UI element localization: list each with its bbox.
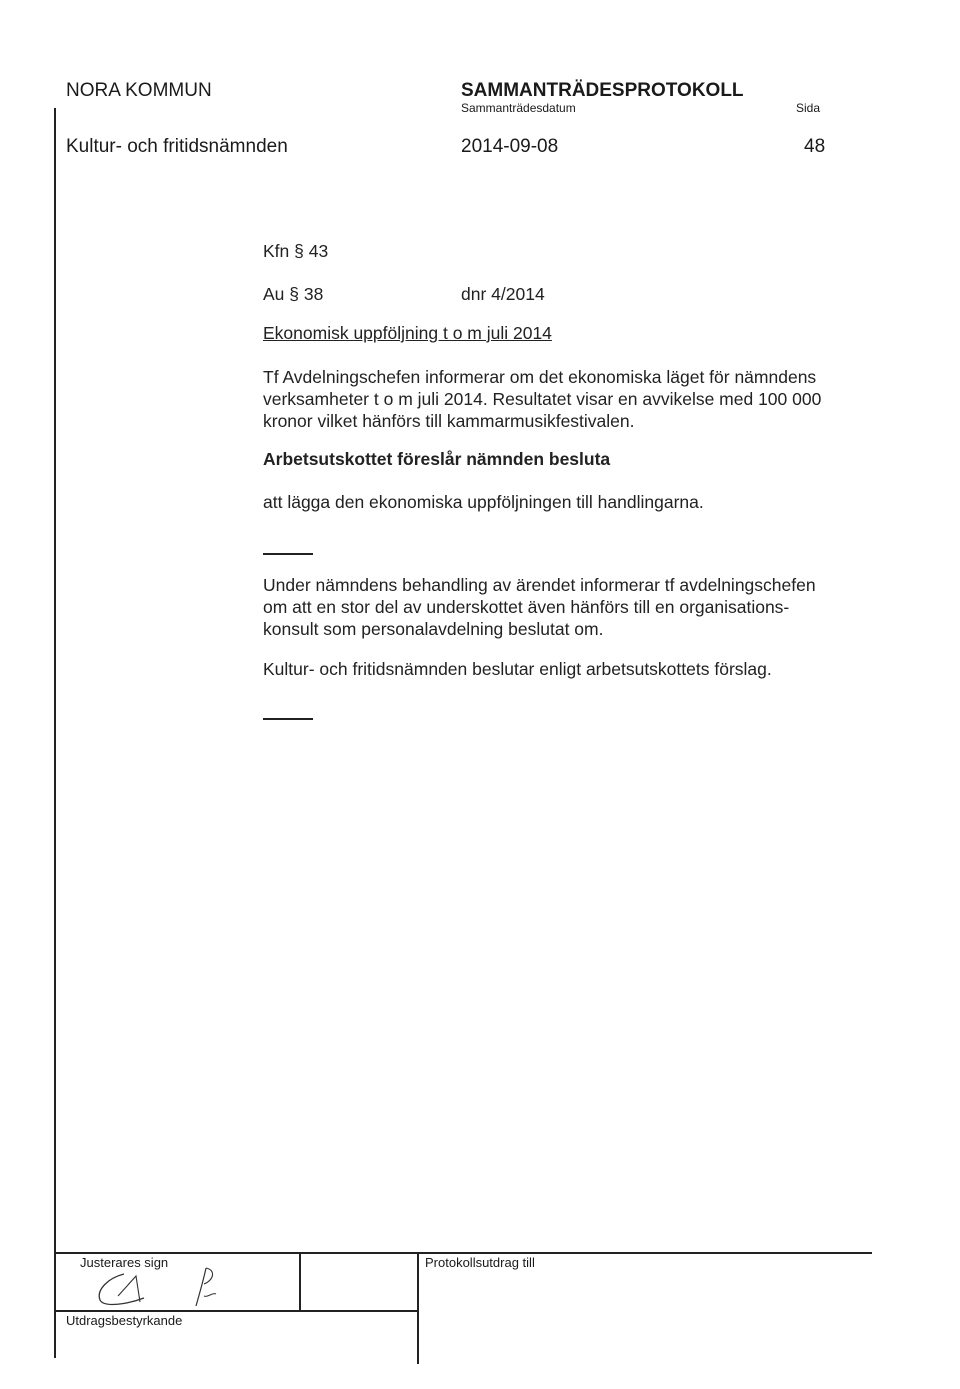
kfn-paragraph: Kfn § 43	[263, 241, 329, 261]
page-number: 48	[804, 136, 826, 157]
org-name: NORA KOMMUN	[66, 80, 212, 101]
proposal-text: att lägga den ekonomiska uppföljningen till handlingarna.	[263, 492, 704, 512]
committee-name: Kultur- och fritidsnämnden	[66, 136, 288, 157]
paragraph-1-line-2: verksamheter t o m juli 2014. Resultatet visar en avvikelse med 100 000	[263, 389, 822, 409]
protokollsutdrag-label: Protokollsutdrag till	[425, 1255, 535, 1270]
utdragsbestyrkande-label: Utdragsbestyrkande	[66, 1313, 183, 1328]
footer-divider-1	[299, 1252, 301, 1311]
proposal-heading: Arbetsutskottet föreslår nämnden besluta	[263, 449, 611, 469]
footer-top-rule	[54, 1252, 872, 1254]
decision-text: Kultur- och fritidsnämnden beslutar enligt arbetsutskottets förslag.	[263, 659, 772, 679]
paragraph-2-line-1: Under nämndens behandling av ärendet informerar tf avdelningschefen	[263, 575, 816, 595]
meeting-date: 2014-09-08	[461, 136, 559, 157]
justerares-sign-label: Justerares sign	[80, 1255, 169, 1270]
separator-1	[263, 553, 313, 555]
paragraph-2-line-3: konsult som personalavdelning beslutat om.	[263, 619, 604, 639]
page-label: Sida	[796, 101, 821, 115]
separator-2	[263, 718, 313, 720]
paragraph-2-line-2: om att en stor del av underskottet även hänförs till en organisations-	[263, 597, 790, 617]
item-title: Ekonomisk uppföljning t o m juli 2014	[263, 323, 552, 343]
paragraph-1-line-3: kronor vilket hänförs till kammarmusikfestivalen.	[263, 411, 635, 431]
doc-type: SAMMANTRÄDESPROTOKOLL	[461, 80, 744, 101]
signature-initials-2	[182, 1262, 232, 1312]
date-label: Sammanträdesdatum	[461, 101, 576, 115]
footer-divider-2	[417, 1252, 419, 1364]
au-paragraph: Au § 38	[263, 284, 324, 304]
paragraph-1-line-1: Tf Avdelningschefen informerar om det ekonomiska läget för nämndens	[263, 367, 817, 387]
signature-initials-1	[88, 1266, 158, 1316]
left-margin-rule	[54, 108, 56, 1358]
diary-number: dnr 4/2014	[461, 284, 545, 304]
